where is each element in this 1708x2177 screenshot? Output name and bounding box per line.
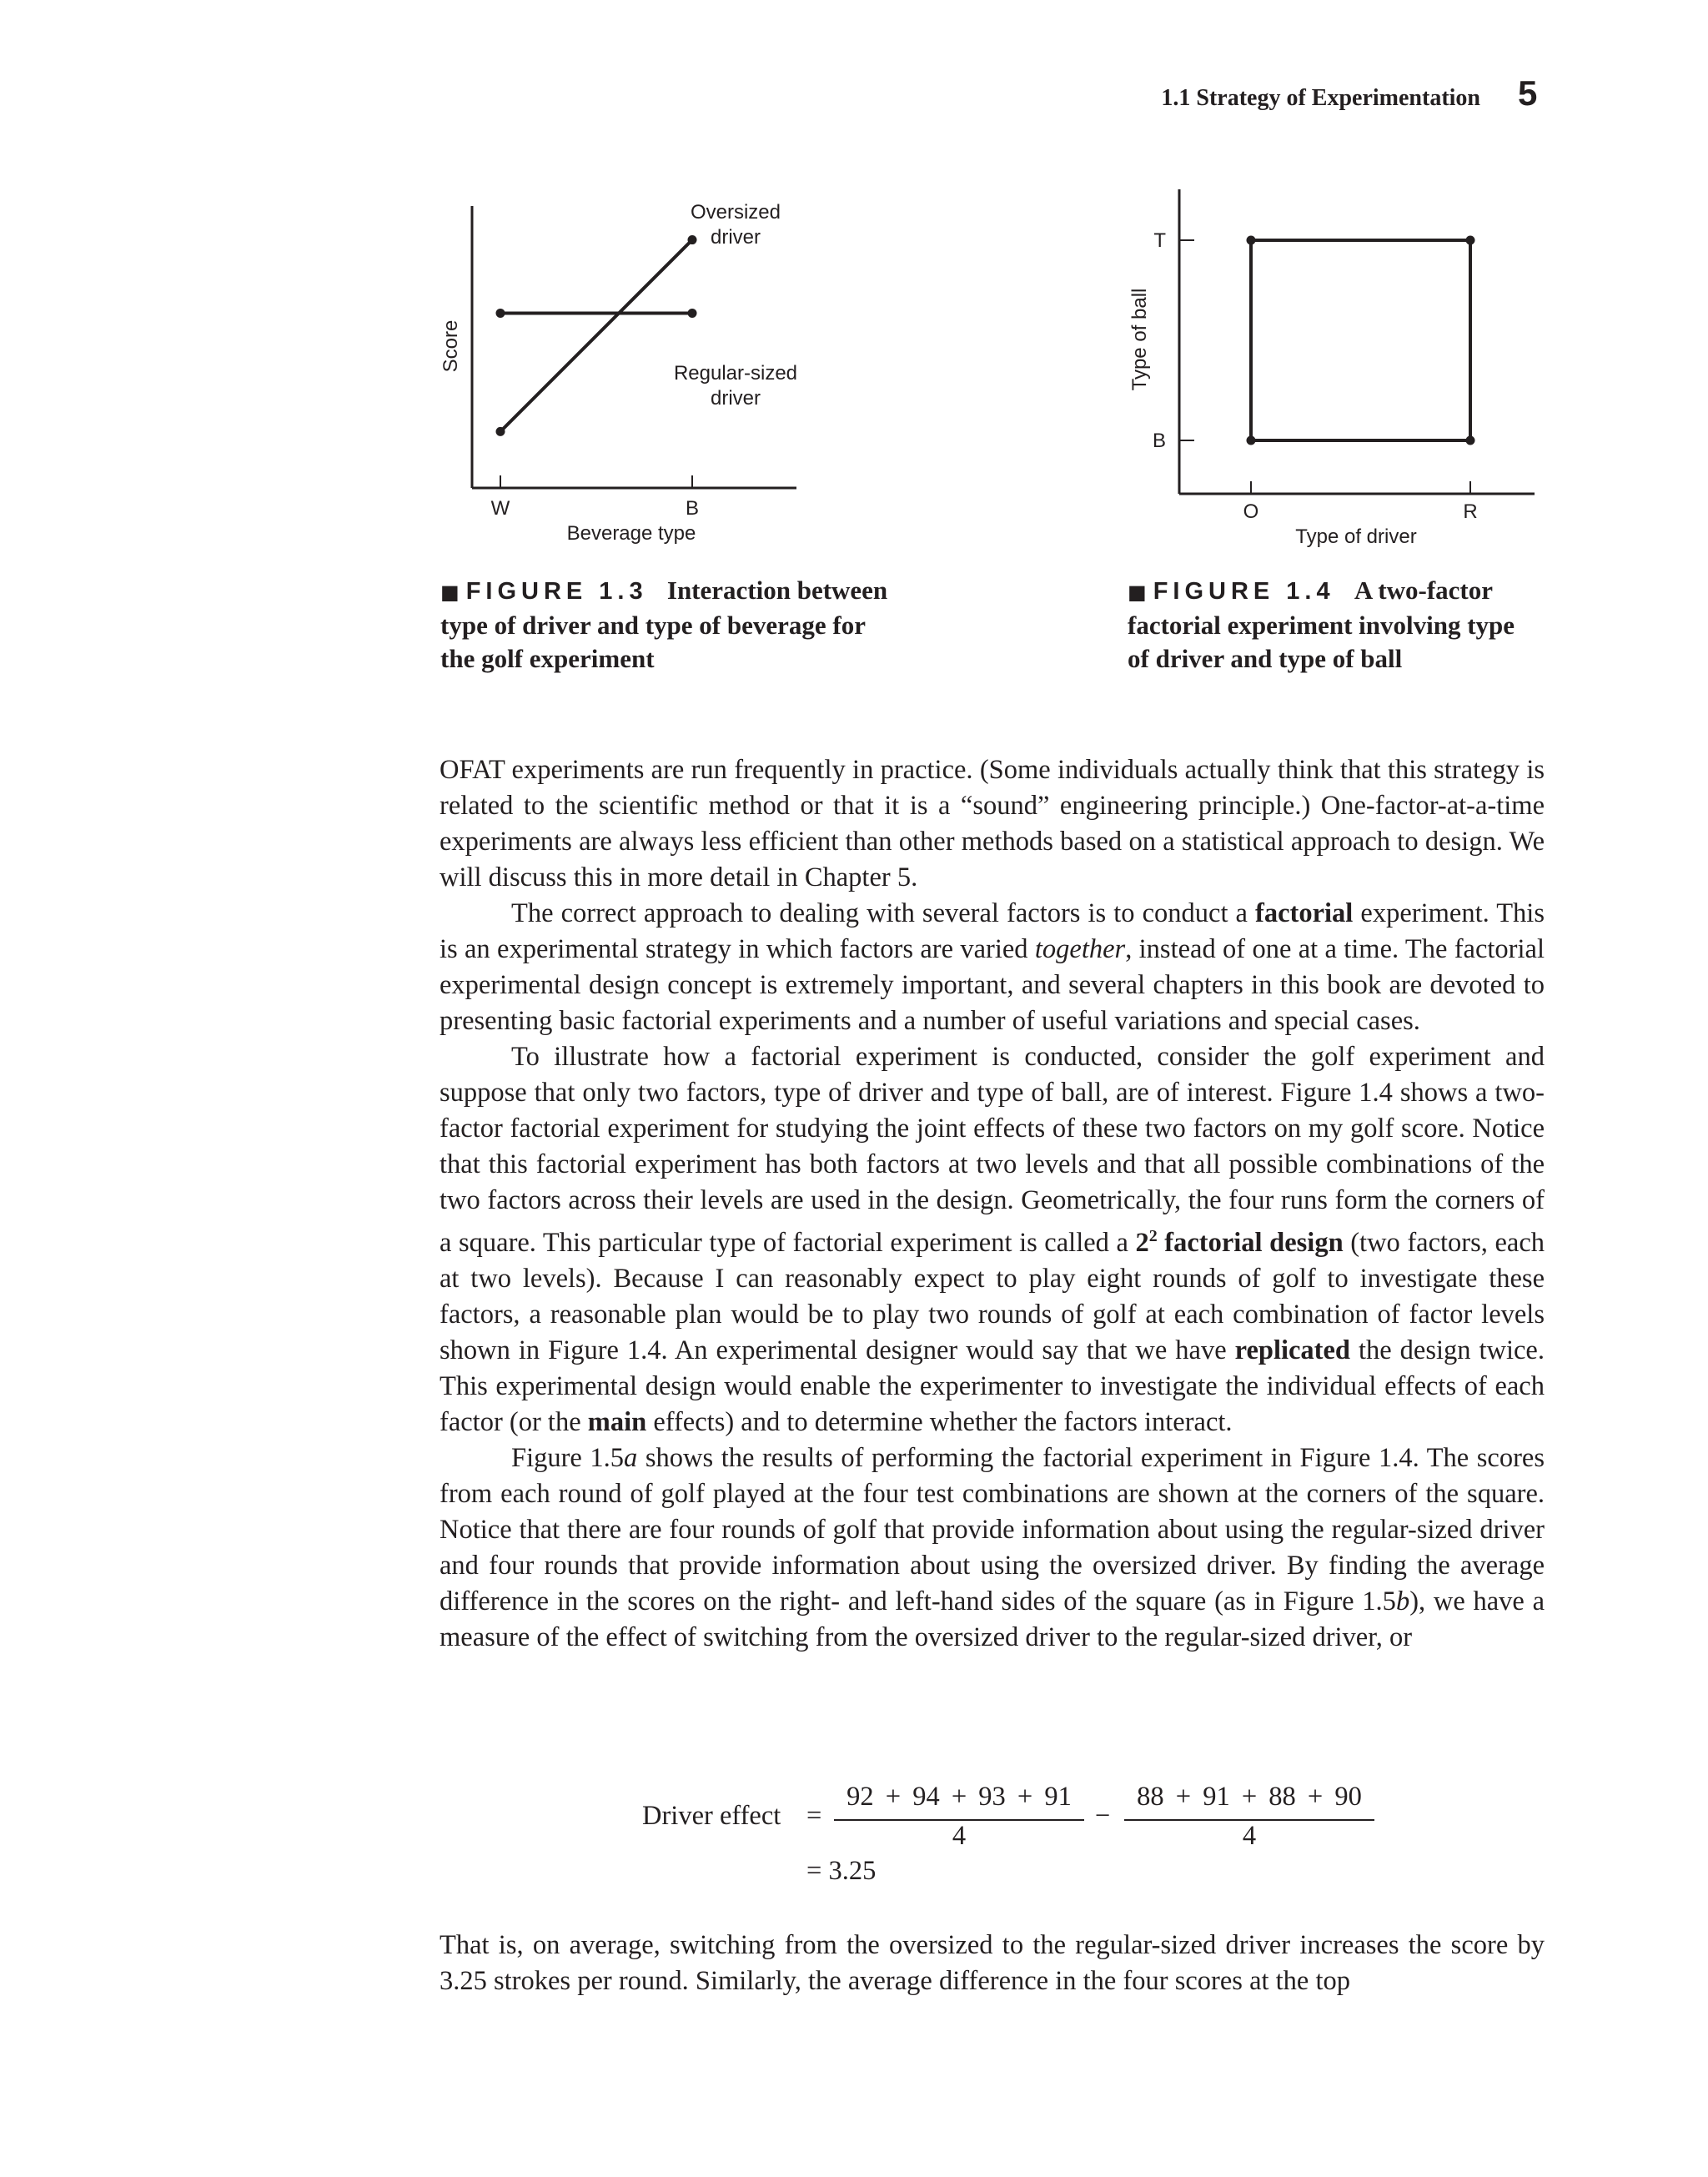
x-tick-label-O: O <box>1243 500 1259 523</box>
data-point <box>496 427 505 436</box>
series-line-0 <box>500 240 692 432</box>
body-text <box>440 752 1545 1656</box>
figure-label: FIGURE 1.3 <box>465 578 648 605</box>
series-label-regular-line2: driver <box>710 387 761 410</box>
caption-line-1: Interaction between <box>666 576 888 605</box>
series-label-oversized-line2: driver <box>710 226 761 249</box>
denominator-2: 4 <box>1242 1821 1257 1851</box>
equation-lhs: Driver effect <box>642 1801 781 1831</box>
design-point <box>1247 436 1256 445</box>
x-axis-label: Type of driver <box>1295 525 1417 548</box>
paragraph: The correct approach to dealing with several factors is to conduct a factorial experiment. This is an experimental strategy in which factors are varied together, instead of one at a time. The factorial experimental design concept is extremely important, and several chapters in this book are devoted to presenting basic factorial experiments and a number of useful variations and special cases. <box>440 898 1545 1036</box>
equation-equals: = <box>806 1801 822 1831</box>
data-point <box>688 235 697 244</box>
caption-bullet-icon: ■ <box>440 581 460 604</box>
y-tick-label-B: B <box>1152 430 1166 452</box>
figure-1-4-factorial-square <box>1118 179 1551 563</box>
paragraph: OFAT experiments are run frequently in practice. (Some individuals actually think that this strategy is related to the scientific method or that it is a “sound” engineering principle.) One-factor-at-a-time experiments are always less efficient than other methods based on a statistical approach to design. We will discuss this in more detail in Chapter 5. <box>440 755 1545 892</box>
caption-line-3: of driver and type of ball <box>1128 644 1403 673</box>
design-point <box>1466 436 1475 445</box>
paragraph: That is, on average, switching from the oversized to the regular-sized driver increases the score by 3.25 strokes per round. Similarly, the average difference in the four scores at the top <box>440 1930 1545 1996</box>
x-axis-label: Beverage type <box>566 522 696 545</box>
page-number: 5 <box>1518 73 1538 113</box>
y-tick-label-T: T <box>1153 229 1166 252</box>
caption-line-1: A two-factor <box>1354 576 1494 605</box>
series-label-regular-line1: Regular-sized <box>673 362 798 385</box>
denominator-1: 4 <box>952 1821 967 1851</box>
figure-1-3-caption <box>440 574 941 676</box>
caption-line-2: factorial experiment involving type <box>1128 611 1515 640</box>
figure-label: FIGURE 1.4 <box>1153 578 1335 605</box>
x-tick-label-W: W <box>490 497 510 520</box>
numerator-2: 88 + 91 + 88 + 90 <box>1137 1782 1362 1812</box>
equation-minus: − <box>1095 1801 1111 1831</box>
design-point <box>1247 236 1256 245</box>
design-point <box>1466 236 1475 245</box>
running-head: 1.1 Strategy of Experimentation <box>1161 85 1480 111</box>
series-label-oversized-line1: Oversized <box>690 201 781 224</box>
y-axis-label: Score <box>440 319 462 373</box>
caption-bullet-icon: ■ <box>1128 581 1147 604</box>
data-point <box>688 309 697 318</box>
numerator-1: 92 + 94 + 93 + 91 <box>846 1782 1072 1812</box>
y-axis-label: Type of ball <box>1128 288 1151 391</box>
paragraph: Figure 1.5a shows the results of performing the factorial experiment in Figure 1.4. The scores from each round of golf played at the four test combinations are shown at the corners of the square. Notice that there are four rounds of golf that provide information about using the regular-sized driver and four rounds that provide information about using the oversized driver. By finding the average difference in the scores on the right- and left-hand sides of the square (as in Figure 1.5b), we have a measure of the effect of switching from the oversized driver to the regular-sized driver, or <box>440 1442 1545 1652</box>
data-point <box>496 309 505 318</box>
equation-result: = 3.25 <box>806 1856 877 1886</box>
figure-1-4-caption <box>1128 574 1545 676</box>
caption-line-2: type of driver and type of beverage for <box>440 611 866 640</box>
x-tick-label-R: R <box>1463 500 1478 523</box>
figure-1-3-interaction-plot <box>417 179 834 563</box>
body-text <box>440 1928 1545 1999</box>
caption-line-3: the golf experiment <box>440 644 655 673</box>
x-tick-label-B: B <box>685 497 700 520</box>
paragraph: To illustrate how a factorial experiment is conducted, consider the golf experiment and suppose that only two factors, type of driver and type of ball, are of interest. Figure 1.4 shows a two-factor factorial experiment for studying the joint effects of these two factors on my golf score. Notice that this factorial experiment has both factors at two levels and that all possible combinations of the two factors across their levels are used in the design. Geometrically, the four runs form the corners of a square. This particular type of factorial experiment is called a $2^2$ factorial design (two factors, each at two levels). Because I can reasonably expect to play eight rounds of golf to investigate these factors, a reasonable plan would be to play two rounds of golf at each combination of factor levels shown in Figure 1.4. An experimental designer would say that we have replicated the design twice. This experimental design would enable the experimenter to investigate the individual effects of each factor (or the main effects) and to determine whether the factors interact. <box>440 1042 1545 1437</box>
